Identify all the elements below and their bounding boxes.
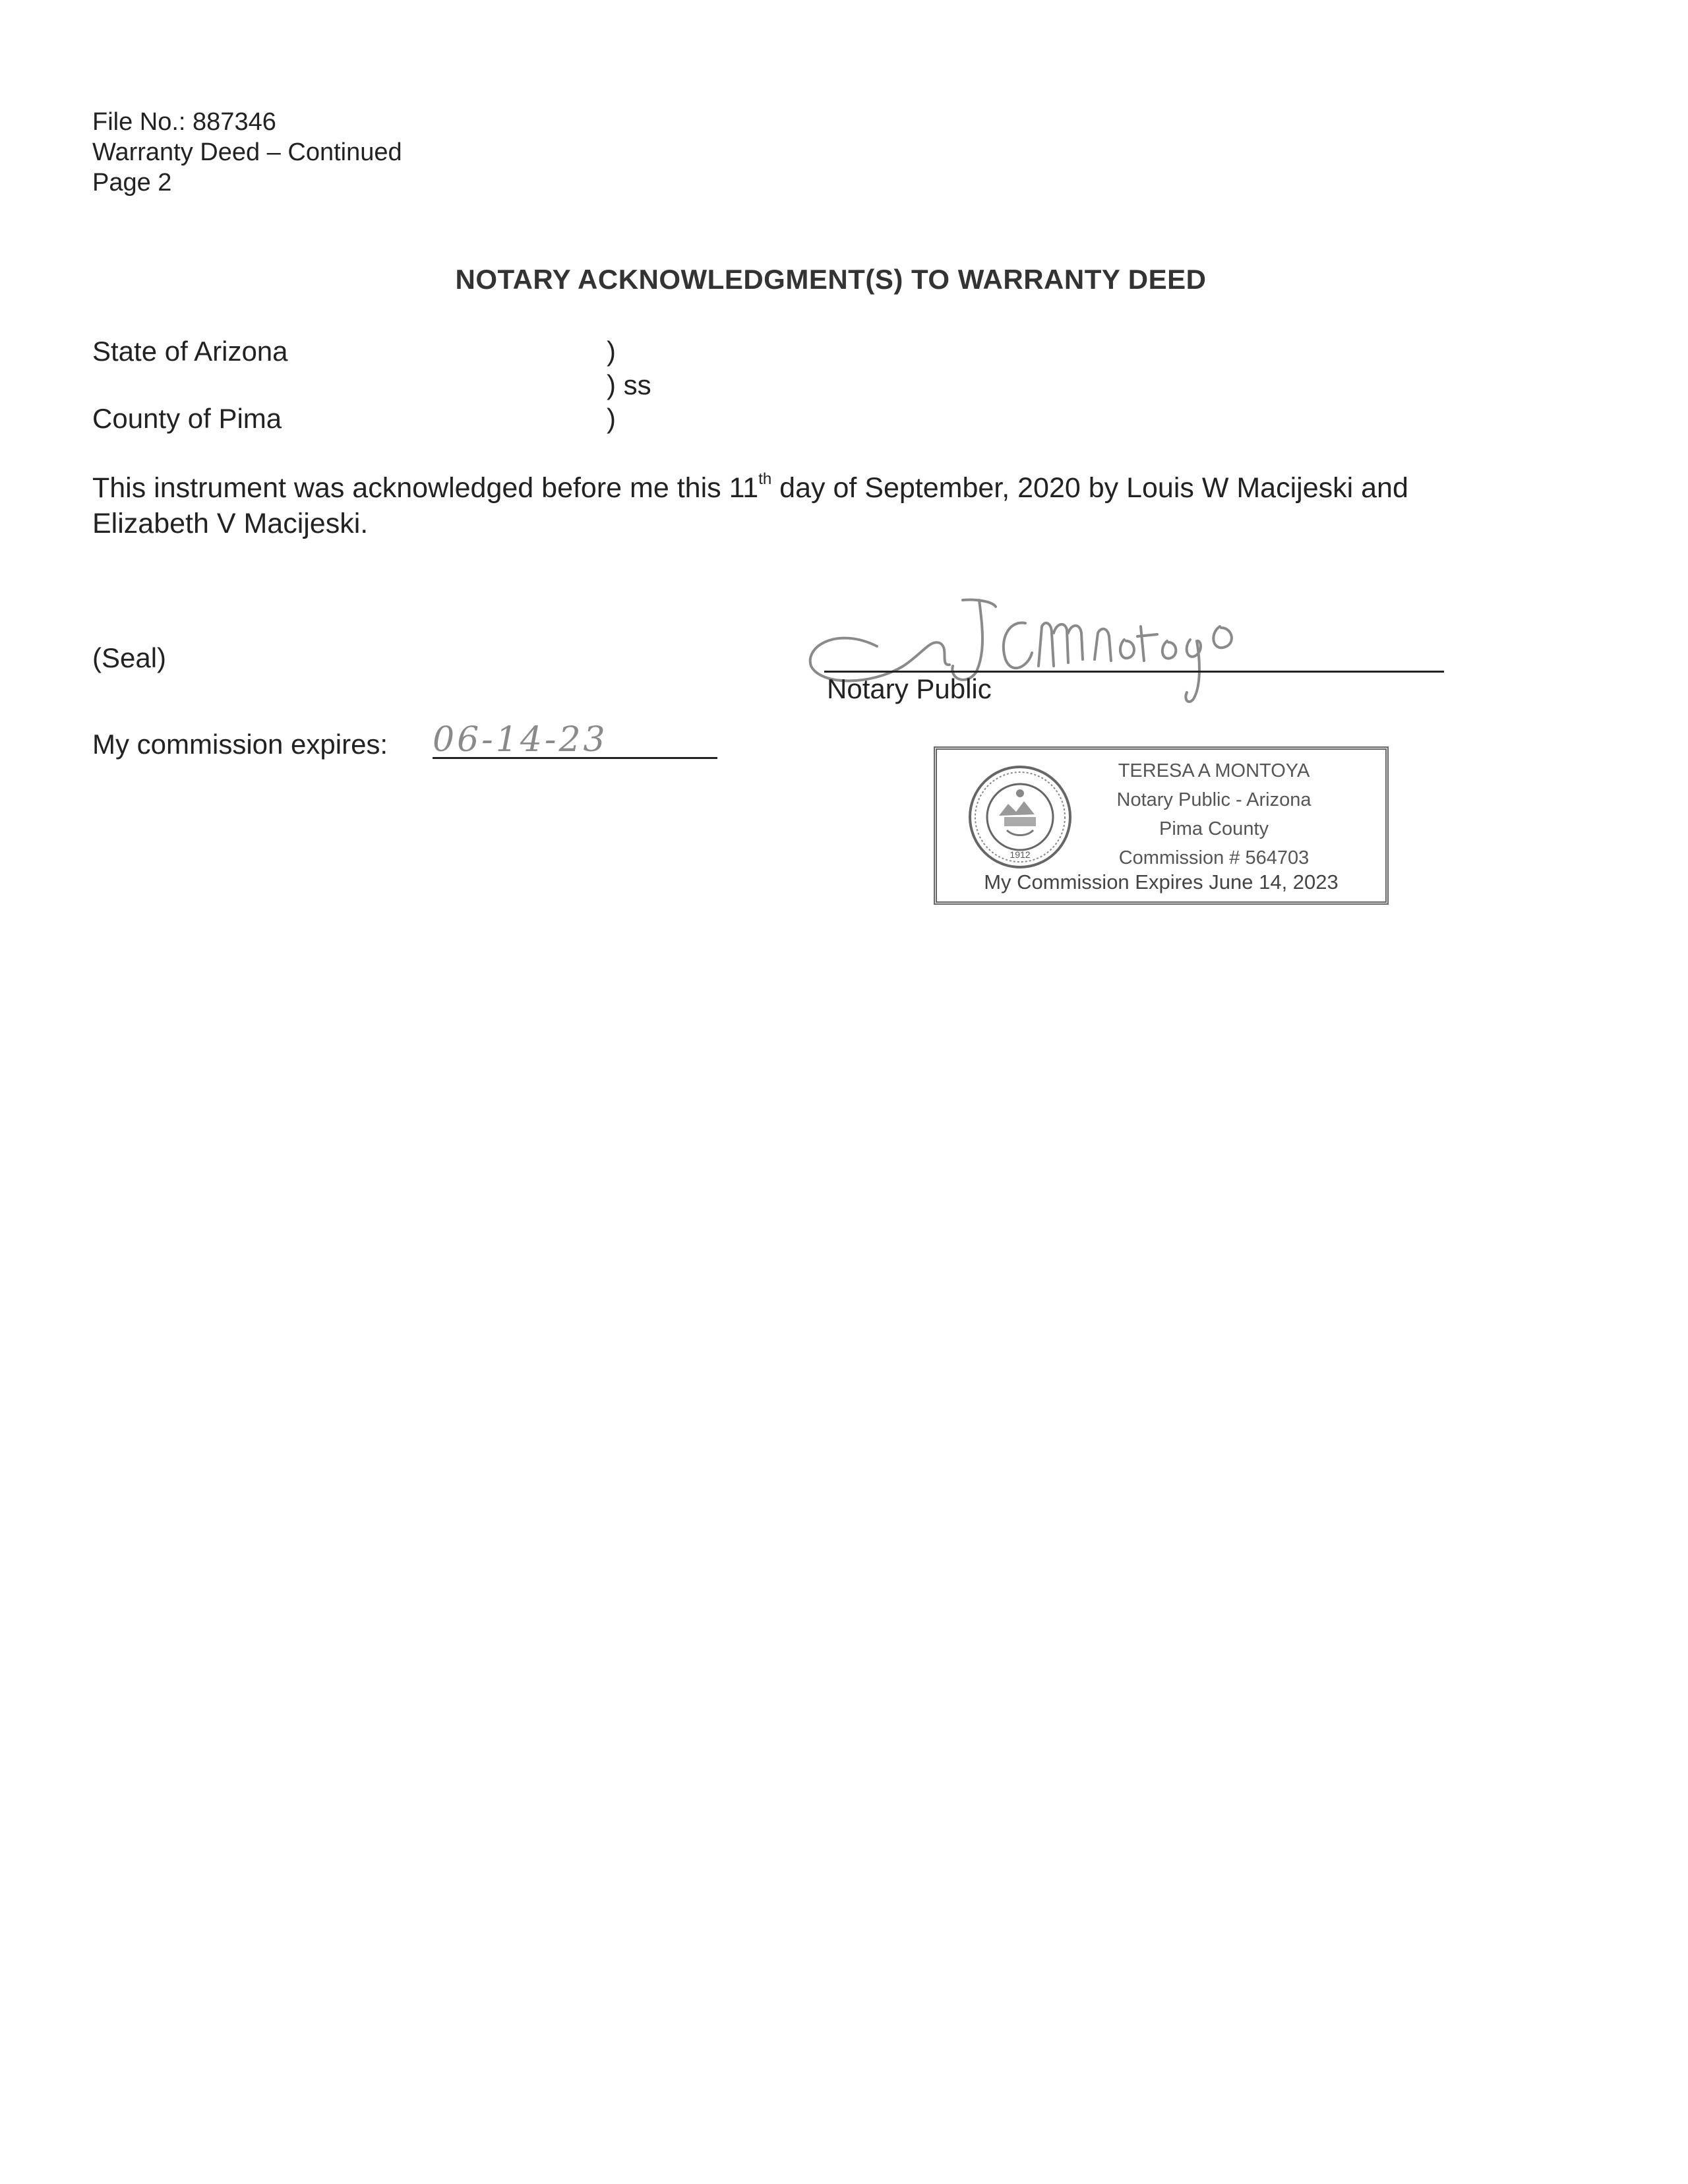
document-continued-label: Warranty Deed – Continued <box>92 138 402 166</box>
commission-expires-handwritten-date: 06-14-23 <box>433 720 608 760</box>
state-seal-icon <box>967 764 1073 870</box>
acknowledgment-ordinal-suffix: th <box>758 470 772 488</box>
venue-county: County of Pima <box>92 403 282 434</box>
document-title: NOTARY ACKNOWLEDGMENT(S) TO WARRANTY DEED <box>455 264 1207 295</box>
seal-year: 1912 <box>1010 849 1031 860</box>
acknowledgment-line-2: Elizabeth V Macijeski. <box>92 508 369 539</box>
notary-public-label: Notary Public <box>827 673 992 704</box>
acknowledgment-text-before: This instrument was acknowledged before me this 11 <box>92 472 759 504</box>
stamp-county: Pima County <box>1159 818 1269 839</box>
file-number: File No.: 887346 <box>92 108 276 136</box>
page-number: Page 2 <box>92 169 172 197</box>
venue-state: State of Arizona <box>92 336 288 367</box>
notary-stamp <box>934 746 1389 905</box>
acknowledgment-line-1 <box>92 470 1408 506</box>
stamp-commission-expires: My Commission Expires June 14, 2023 <box>984 870 1339 894</box>
acknowledgment-text-after: day of September, 2020 by Louis W Macijeski and <box>771 472 1408 504</box>
commission-date-line <box>433 757 717 759</box>
commission-expires-label: My commission expires: <box>92 729 388 760</box>
stamp-notary-title: Notary Public - Arizona <box>1116 789 1311 810</box>
venue-paren-bottom: ) <box>607 403 616 434</box>
venue-paren-ss: ) ss <box>607 369 651 400</box>
stamp-commission-number: Commission # 564703 <box>1118 847 1310 868</box>
stamp-notary-name: TERESA A MONTOYA <box>1118 760 1310 781</box>
seal-label: (Seal) <box>92 642 167 673</box>
venue-paren-top: ) <box>607 336 616 367</box>
